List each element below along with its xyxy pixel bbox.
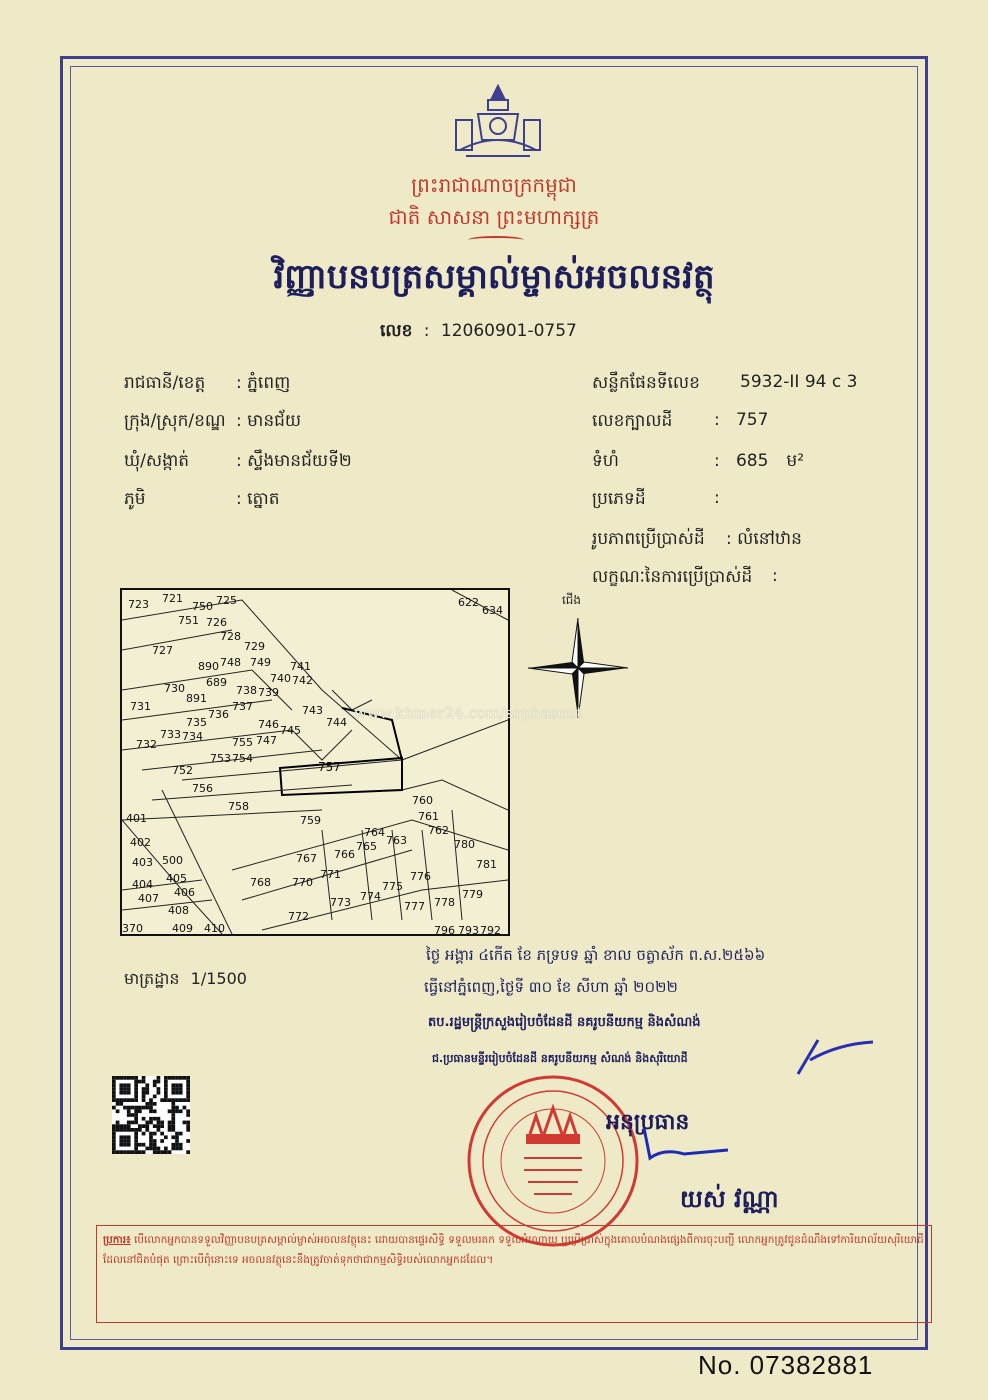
parcel-label: 777 [404, 900, 425, 913]
parcel-label: 410 [204, 922, 225, 935]
parcel-label: 727 [152, 644, 173, 657]
parcel-label: 762 [428, 824, 449, 837]
certificate-number-label: លេខ [380, 321, 413, 341]
parcel-label: 752 [172, 764, 193, 777]
parcel-label: 773 [330, 896, 351, 909]
lunar-date-line: ថ្ងៃ អង្គារ ៤កើត ខែ ភទ្របទ ឆ្នាំ ខាល ចត្វាស័ក ព.ស.២៥៦៦ [426, 946, 766, 964]
field-label-parcel-number: លេខក្បាលដី [592, 411, 673, 431]
parcel-label: 774 [360, 890, 381, 903]
field-value-district: : មានជ័យ [236, 411, 302, 431]
parcel-label: 743 [302, 704, 323, 717]
parcel-label: 796 [434, 924, 455, 936]
parcel-label: 754 [232, 752, 253, 765]
field-label-land-use: រូបភាពប្រើប្រាស់ដី [592, 529, 705, 549]
parcel-label: 759 [300, 814, 321, 827]
parcel-label: 764 [364, 826, 385, 839]
parcel-label: 751 [178, 614, 199, 627]
certificate-number-value: 12060901-0757 [440, 321, 577, 341]
parcel-label: 747 [256, 734, 277, 747]
official-seal-icon [464, 1072, 642, 1250]
parcel-label: 733 [160, 728, 181, 741]
kingdom-motto-line2: ជាតិ សាសនា ព្រះមហាក្សត្រ [388, 205, 600, 229]
parcel-label: 737 [232, 700, 253, 713]
parcel-label: 756 [192, 782, 213, 795]
parcel-label: 406 [174, 886, 195, 899]
scale-value: 1/1500 [190, 969, 247, 988]
field-value-area: : 685 ម² [714, 451, 805, 471]
parcel-label: 721 [162, 592, 183, 605]
parcel-label: 761 [418, 810, 439, 823]
parcel-label: 409 [172, 922, 193, 935]
parcel-label: 744 [326, 716, 347, 729]
field-label-province: រាជធានី/ខេត្ត [124, 373, 206, 393]
parcel-label: 778 [434, 896, 455, 909]
parcel-label: 734 [182, 730, 203, 743]
parcel-label: 723 [128, 598, 149, 611]
parcel-label: 738 [236, 684, 257, 697]
field-label-village: ភូមិ [124, 489, 146, 509]
signatory-title: អនុប្រធាន [606, 1110, 690, 1135]
field-label-land-use-characteristic: លក្ខណៈនៃការប្រើប្រាស់ដី [592, 567, 753, 587]
field-value-land-use: : លំនៅឋាន [726, 529, 802, 549]
solar-date-line: ធ្វើនៅភ្នំពេញ,ថ្ងៃទី ៣០ ខែ សីហា ឆ្នាំ ២០២២ [424, 978, 678, 996]
field-label-area: ទំហំ [592, 451, 619, 471]
parcel-label: 731 [130, 700, 151, 713]
parcel-label: 728 [220, 630, 241, 643]
parcel-label: 725 [216, 594, 237, 607]
field-value-map-sheet: 5932-II 94 c 3 [740, 372, 858, 392]
parcel-label: 370 [122, 922, 143, 935]
map-scale [124, 968, 247, 992]
field-value-land-type: : [714, 488, 720, 508]
parcel-label: 760 [412, 794, 433, 807]
field-label-map-sheet: សន្លឹកផែនទីលេខ [592, 373, 700, 393]
initial-signature-icon [788, 1034, 878, 1084]
parcel-label: 890 [198, 660, 219, 673]
field-value-village: : ត្នោត [236, 489, 280, 509]
parcel-label: 792 [480, 924, 501, 936]
north-label: ជើង [562, 593, 582, 607]
parcel-label: 726 [206, 616, 227, 629]
field-label-district: ក្រុង/ស្រុក/ខណ្ឌ [124, 411, 226, 431]
field-value-parcel-number: : 757 [714, 410, 769, 430]
parcel-label: 775 [382, 880, 403, 893]
parcel-label: 740 [270, 672, 291, 685]
field-label-commune: ឃុំ/សង្កាត់ [124, 451, 190, 471]
parcel-label: 757 [318, 760, 341, 774]
parcel-label: 407 [138, 892, 159, 905]
parcel-label: 405 [166, 872, 187, 885]
parcel-label: 729 [244, 640, 265, 653]
watermark-text: www.khmer24.com/sophasout [354, 704, 583, 722]
parcel-label: 732 [136, 738, 157, 751]
handwritten-signature-icon [624, 1118, 734, 1178]
parcel-label: 730 [164, 682, 185, 695]
parcel-label: 745 [280, 724, 301, 737]
signatory-name: យស់ វណ្ណា [680, 1185, 779, 1213]
parcel-label: 402 [130, 836, 151, 849]
area-unit: ម² [786, 451, 805, 471]
parcel-label: 781 [476, 858, 497, 871]
scale-label: មាត្រដ្ឋាន [124, 969, 180, 988]
ornament-divider [468, 236, 524, 244]
parcel-label: 776 [410, 870, 431, 883]
parcel-label: 779 [462, 888, 483, 901]
field-value-province: : ភ្នំពេញ [236, 373, 291, 393]
parcel-label: 780 [454, 838, 475, 851]
parcel-label: 749 [250, 656, 271, 669]
field-label-land-type: ប្រភេទដី [592, 489, 646, 509]
parcel-label: 622 [458, 596, 479, 609]
parcel-label: 772 [288, 910, 309, 923]
parcel-label: 735 [186, 716, 207, 729]
certificate-title: វិញ្ញាបនបត្រសម្គាល់ម្ចាស់អចលនវត្ថុ [273, 257, 715, 297]
parcel-label: 891 [186, 692, 207, 705]
parcel-label: 634 [482, 604, 503, 617]
kingdom-motto-line1: ព្រះរាជាណាចក្រកម្ពុជា [411, 173, 577, 197]
parcel-label: 401 [126, 812, 147, 825]
parcel-label: 746 [258, 718, 279, 731]
parcel-label: 750 [192, 600, 213, 613]
cadastral-map [120, 588, 510, 936]
parcel-label: 753 [210, 752, 231, 765]
footnote-label: ប្រការ៖ [103, 1234, 131, 1246]
parcel-label: 500 [162, 854, 183, 867]
parcel-label: 765 [356, 840, 377, 853]
parcel-label: 763 [386, 834, 407, 847]
serial-number: No. 07382881 [698, 1350, 874, 1380]
qr-pattern [112, 1076, 190, 1154]
authority-line: តប.រដ្ឋមន្ត្រីក្រសួងរៀបចំដែនដី នគរូបនីយកម្ម និងសំណង់ [428, 1015, 701, 1030]
certificate-number: លេខ : 12060901-0757 [380, 321, 577, 341]
footnote-box [96, 1225, 932, 1323]
parcel-label: 768 [250, 876, 271, 889]
parcel-label: 408 [168, 904, 189, 917]
field-value-land-use-characteristic: : [772, 566, 778, 586]
parcel-label: 771 [320, 868, 341, 881]
field-value-commune: : ស្ទឹងមានជ័យទី២ [236, 451, 352, 471]
parcel-label: 758 [228, 800, 249, 813]
royal-coat-of-arms-icon [452, 80, 544, 162]
parcel-label: 404 [132, 878, 153, 891]
parcel-label: 755 [232, 736, 253, 749]
footnote-text: បើលោកអ្នកបានទទួលវិញ្ញាបនបត្រសម្គាល់ម្ចាស់អចលនវត្ថុនេះ ដោយបានផ្ទេរសិទ្ធិ ទទួលមរតក ទទួលអំណោយ ឬប្រើប្រាស់ក្នុងគោលបំណងផ្សេងពីការចុះបញ្ជី លោកអ្នកត្រូវជូនដំណឹងទៅការិយាល័យសុរិយោដីដែលនៅជិតបំផុត ព្រោះបើពុំនោះទេ អចលនវត្ថុនេះនឹងត្រូវចាត់ទុកថាជាកម្មសិទ្ធិរបស់លោកអ្នកដដែល។ [103, 1234, 924, 1266]
qr-code-icon [112, 1076, 190, 1154]
compass-rose-icon [528, 618, 628, 718]
parcel-label: 767 [296, 852, 317, 865]
parcel-label: 403 [132, 856, 153, 869]
parcel-label: 741 [290, 660, 311, 673]
parcel-label: 748 [220, 656, 241, 669]
parcel-label: 770 [292, 876, 313, 889]
parcel-label: 742 [292, 674, 313, 687]
parcel-label: 689 [206, 676, 227, 689]
parcel-label: 793 [458, 924, 479, 936]
parcel-label: 736 [208, 708, 229, 721]
parcel-label: 766 [334, 848, 355, 861]
parcel-label: 739 [258, 686, 279, 699]
director-line: ជ.ប្រធានមន្ទីររៀបចំដែនដី នគរូបនីយកម្ម សំណង់ និងសុរិយោដី [432, 1052, 688, 1065]
